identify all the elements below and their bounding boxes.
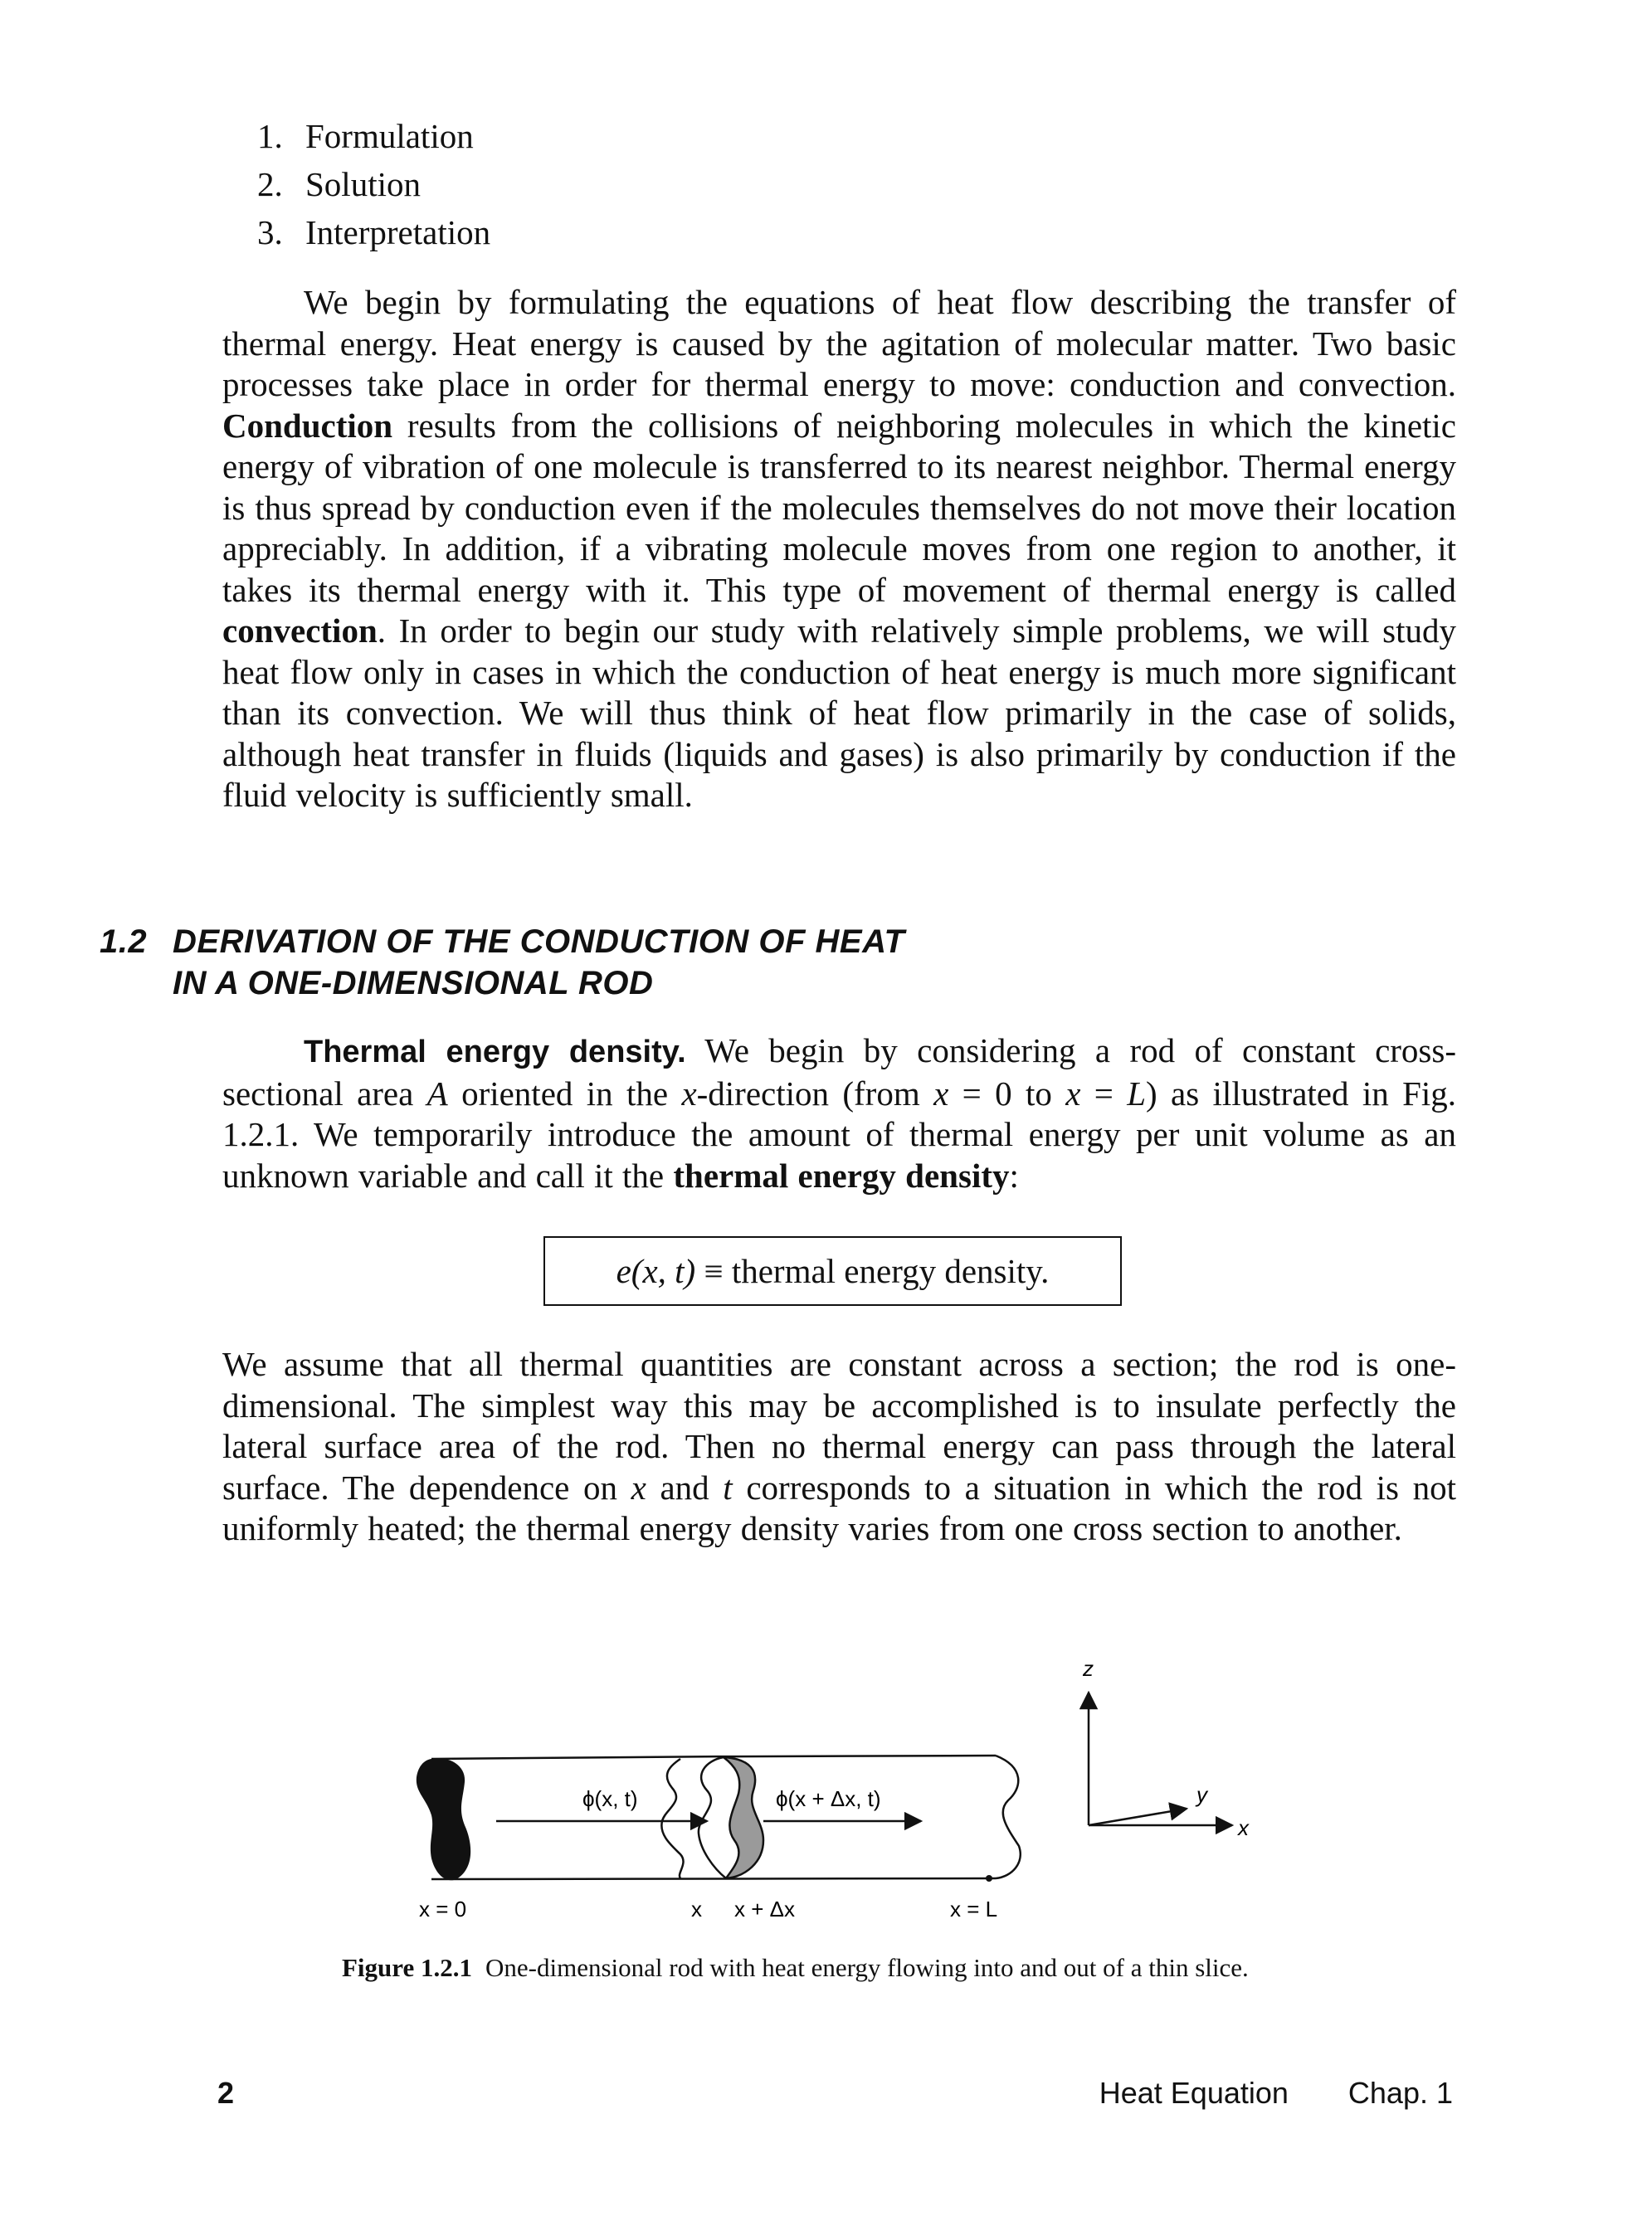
equation-lhs: e(x, t) <box>616 1252 696 1290</box>
paragraph-one-dimensional-assumption: We assume that all thermal quantities are constant across a section; the rod is one-dimensional. The simplest way this may be accomplished is to insulate perfectly the lateral surface area of the rod. Then no thermal energy can pass through the lateral surface. The dependence on x and t corresponds to a situation in which the rod is not uniformly heated; the thermal energy density varies from one cross section to another. <box>222 1345 1456 1547</box>
term-thermal-energy-density: thermal energy density <box>673 1156 1010 1195</box>
rod-top-edge <box>431 1756 996 1759</box>
rod-diagram-svg <box>398 1651 1311 1941</box>
section-heading <box>100 921 904 1004</box>
steps-list <box>257 112 490 256</box>
page-number: 2 <box>217 2076 235 2110</box>
equation-box <box>543 1236 1122 1306</box>
axis-z-label: z <box>1083 1656 1094 1681</box>
flux-label-out: ϕ(x + Δx, t) <box>776 1786 881 1811</box>
term-convection: convection <box>222 611 378 650</box>
label-x0: x = 0 <box>419 1897 467 1921</box>
caption-title: Figure 1.2.1 <box>342 1953 472 1982</box>
label-x: x <box>691 1897 702 1921</box>
axis-y <box>1089 1809 1187 1825</box>
paragraph-heat-flow-intro: We begin by formulating the equations of heat flow describing the transfer of thermal energy. Heat energy is caused by the agitation of molecular matter. Two basic processes take place in order for thermal energy to move: conduction and convection. Conduction results from the collisions of neighboring molecules in which the kinetic energy of vibration of one molecule is transferred to its nearest neighbor. Thermal energy is thus spread by conduction even if the molecules themselves do not move their location appreciably. In addition, if a vibrating molecule moves from one region to another, it takes its thermal energy with it. This type of movement of thermal energy is called convection. In order to begin our study with relatively simple problems, we will study heat flow only in cases in which the conduction of heat energy is much more significant than its convection. We will thus think of heat flow primarily in the case of solids, although heat transfer in fluids (liquids and gases) is also primarily by conduction if the fluid velocity is sufficiently small. <box>222 283 1456 814</box>
figure-rod-diagram <box>398 1651 1311 1941</box>
caption-text: One-dimensional rod with heat energy flowing into and out of a thin slice. <box>485 1953 1249 1982</box>
figure-caption <box>342 1952 1346 1984</box>
slice-front-outline <box>699 1757 726 1878</box>
slice-left-face <box>661 1759 683 1878</box>
section-title-line1: DERIVATION OF THE CONDUCTION OF HEAT <box>173 923 905 960</box>
endpoint-dot <box>986 1875 992 1882</box>
axis-x-label: x <box>1238 1815 1249 1840</box>
section-title-line2: IN A ONE-DIMENSIONAL ROD <box>173 965 654 1001</box>
equation-rhs: ≡ thermal energy density. <box>695 1252 1050 1290</box>
flux-label-in: ϕ(x, t) <box>582 1786 638 1811</box>
list-item: 1. Formulation <box>257 117 474 155</box>
rod-left-end <box>417 1758 470 1880</box>
list-item: 3. Interpretation <box>257 213 491 251</box>
paragraph-thermal-energy-density: Thermal energy density. We begin by considering a rod of constant cross-sectional area A oriented in the x-direction (from x = 0 to x = L) as illustrated in Fig. 1.2.1. We temporarily introduce the amount of thermal energy per unit volume as an unknown variable and call it the thermal energy density: <box>222 1031 1457 1195</box>
rod-right-end <box>996 1756 1021 1878</box>
slice-shaded-face <box>724 1757 763 1878</box>
section-number: 1.2 <box>100 923 148 960</box>
term-conduction: Conduction <box>222 406 393 445</box>
label-x-plus-dx: x + Δx <box>734 1897 795 1921</box>
list-item: 2. Solution <box>257 165 421 203</box>
chapter-title: Heat Equation <box>1099 2076 1289 2110</box>
run-in-heading: Thermal energy density. <box>304 1035 686 1069</box>
rod-bottom-edge <box>431 1878 996 1879</box>
chapter-label: Chap. 1 <box>1347 2076 1453 2110</box>
running-footer <box>1099 2076 1453 2111</box>
axis-y-label: y <box>1196 1782 1207 1807</box>
label-xL: x = L <box>950 1897 998 1921</box>
